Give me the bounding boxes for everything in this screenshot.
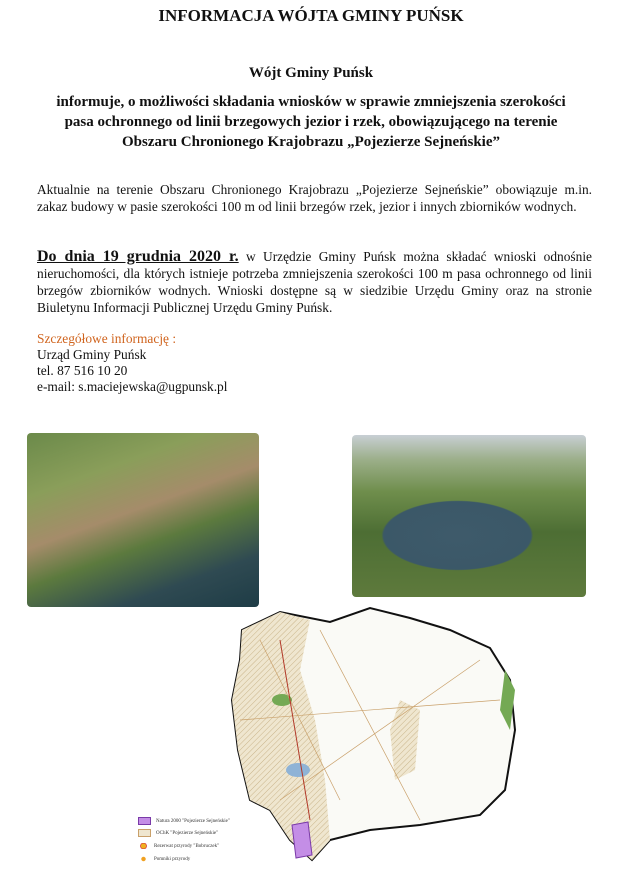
subtitle-announcement: informuje, o możliwości składania wniosków w sprawie zmniejszenia szerokości pasa ochronnego od linii brzegowych jezior i rzek, obowiązującego na terenie Obszaru Chronionego Krajobrazu „Pojezierze Sejneńskie” xyxy=(56,94,566,150)
paragraph-intro: Aktualnie na terenie Obszaru Chronionego Krajobrazu „Pojezierze Sejneńskie” obowiązuje m.in. zakaz budowy w pasie szerokości 100 m od linii brzegów rzek, jezior i innych zbiorników wodnych. xyxy=(37,182,592,214)
contact-name: Urząd Gminy Puńsk xyxy=(37,347,147,362)
legend-pomniki xyxy=(138,856,190,862)
aerial-photo-village xyxy=(27,433,259,607)
contact-heading: Szczegółowe informację : xyxy=(37,331,177,346)
contact-phone: tel. 87 516 10 20 xyxy=(37,363,128,378)
map-image xyxy=(220,600,530,870)
legend-natura xyxy=(138,817,230,825)
legend-label: OChK "Pojezierze Sejneńskie" xyxy=(156,831,219,837)
paragraph-deadline xyxy=(37,248,592,316)
legend-ochk xyxy=(138,829,218,837)
legend-label: Rezerwat przyrody "Bobruczek" xyxy=(154,844,220,850)
aerial-photo-lake xyxy=(352,435,586,597)
legend-label: Natura 2000 "Pojezierze Sejneńskie" xyxy=(156,819,230,825)
page-title: INFORMACJA WÓJTA GMINY PUŃSK xyxy=(158,6,464,25)
contact-email[interactable]: e-mail: s.maciejewska@ugpunsk.pl xyxy=(37,379,228,394)
deadline-body: w Urzędzie Gminy Puńsk można składać wnioski odnośnie nieruchomości, dla których istnieje potrzeba zmniejszenia szerokości 100 m pasa ochronnego od linii brzegów zbiorników wodnych. Wnioski dostępne są w siedzibie Urzędu Gminy oraz na stronie Biuletynu Informacji Publicznej Urzędu Gminy Puńsk. xyxy=(37,249,592,315)
legend-rezerwat xyxy=(138,843,219,849)
deadline-text: Do dnia 19 grudnia 2020 r. xyxy=(37,248,239,265)
contact-block xyxy=(37,331,227,395)
legend-label: Pomniki przyrody xyxy=(154,857,191,863)
subtitle-wojt: Wójt Gminy Puńsk xyxy=(248,65,374,81)
